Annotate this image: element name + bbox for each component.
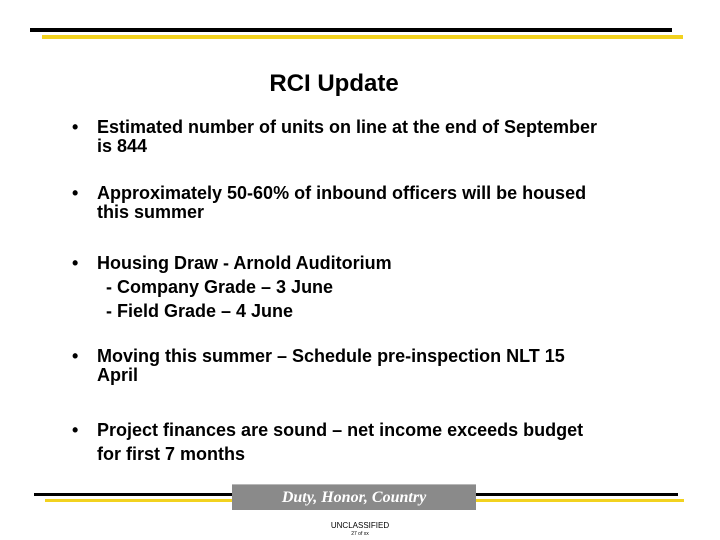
slide-title: RCI Update [269, 70, 399, 97]
bullet-line: April [97, 365, 139, 385]
bullet-line: Estimated number of units on line at the end of September [97, 117, 598, 137]
bullet-line: Approximately 50-60% of inbound officers will be housed [97, 183, 587, 203]
sub-item-company-grade: - Company Grade – 3 June [106, 277, 334, 297]
bullet-marker: • [72, 420, 79, 440]
bullet-line: this summer [97, 202, 205, 222]
motto-banner: Duty, Honor, Country [232, 484, 476, 510]
bullet-marker: • [72, 117, 79, 137]
bullet-line: Project finances are sound – net income exceeds budget [97, 420, 584, 440]
bullet-item [72, 251, 672, 323]
bullet-line: is 844 [97, 136, 148, 156]
bullet-marker: • [72, 253, 79, 273]
footer-rule-black-left [34, 493, 232, 496]
bullet-line: Housing Draw - Arnold Auditorium [97, 253, 392, 273]
footer-rule-black-right [476, 493, 678, 496]
bullet-marker: • [72, 346, 79, 366]
header-rule-black [30, 28, 672, 32]
sub-item-field-grade: - Field Grade – 4 June [106, 301, 294, 321]
bullet-item [72, 418, 672, 466]
page-number: 27 of xx [351, 531, 369, 537]
bullet-marker: • [72, 183, 79, 203]
bullet-line: Moving this summer – Schedule pre-inspection NLT 15 [97, 346, 565, 366]
bullet-item [72, 118, 672, 156]
footer-rule-gold-left [45, 499, 232, 502]
header-rule-gold [42, 35, 683, 39]
footer-rule-gold-right [476, 499, 684, 502]
bullet-item [72, 184, 672, 222]
classification-label: UNCLASSIFIED [330, 521, 390, 530]
bullet-line: for first 7 months [97, 444, 246, 464]
bullet-item [72, 347, 672, 385]
